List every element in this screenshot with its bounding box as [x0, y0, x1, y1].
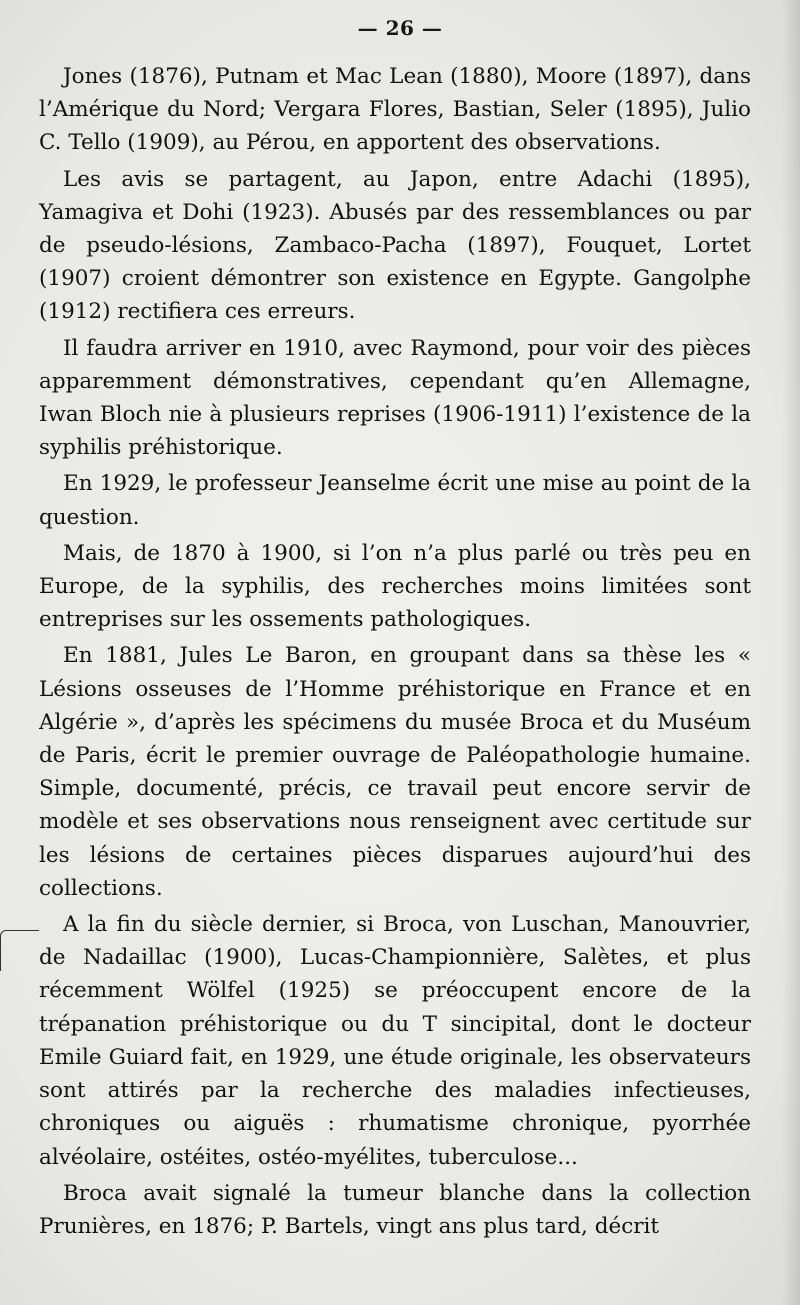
paragraph: Il faudra arriver en 1910, avec Raymond, pour voir des pièces apparemment démonstratives, cependant qu’en Allemagne, Iwan Bloch nie à plusieurs reprises (1906-1911) l’existence de la syphilis préhistorique. — [39, 335, 751, 461]
paragraph: Les avis se partagent, au Japon, entre Adachi (1895), Yamagiva et Dohi (1923). Abusés par des ressemblances ou par de pseudo-lésions, Zambaco-Pacha (1897), Fouquet, Lortet (1907) croient démontrer son existence en Egypte. Gangolphe (1912) rectifiera ces erreurs. — [39, 166, 751, 325]
page-number: — 26 — — [357, 16, 443, 40]
body-text — [39, 60, 751, 1246]
paragraph: Jones (1876), Putnam et Mac Lean (1880), Moore (1897), dans l’Amérique du Nord; Vergara Flores, Bastian, Seler (1895), Julio C. Tello (1909), au Pérou, en apportent des observations. — [39, 64, 751, 156]
paragraph: En 1881, Jules Le Baron, en groupant dans sa thèse les « Lésions osseuses de l’Homme préhistorique en France et en Algérie », d’après les spécimens du musée Broca et du Muséum de Paris, écrit le premier ouvrage de Paléopathologie humaine. Simple, documenté, précis, ce travail peut encore servir de modèle et ses observations nous renseignent avec certitude sur les lésions de certaines pièces disparues aujourd’hui des collections. — [39, 643, 751, 901]
paragraph: En 1929, le professeur Jeanselme écrit une mise au point de la question. — [39, 471, 751, 530]
margin-bracket-mark — [0, 930, 39, 971]
paragraph: A la fin du siècle dernier, si Broca, von Luschan, Manouvrier, de Nadaillac (1900), Lucas-Championnière, Salètes, et plus récemment Wölfel (1925) se préoccupent encore de la trépanation préhistorique ou du T sincipital, dont le docteur Emile Guiard fait, en 1929, une étude originale, les observateurs sont attirés par la recherche des maladies infectieuses, chroniques ou aiguës : rhumatisme chronique, pyorrhée alvéolaire, ostéites, ostéo-myélites, tuberculose... — [39, 912, 751, 1170]
paragraph: Mais, de 1870 à 1900, si l’on n’a plus parlé ou très peu en Europe, de la syphilis, des recherches moins limitées sont entreprises sur les ossements pathologiques. — [39, 540, 751, 633]
page-edge-shadow — [782, 0, 800, 1305]
paragraph: Broca avait signalé la tumeur blanche dans la collection Prunières, en 1876; P. Bartels, vingt ans plus tard, décrit — [39, 1180, 751, 1239]
